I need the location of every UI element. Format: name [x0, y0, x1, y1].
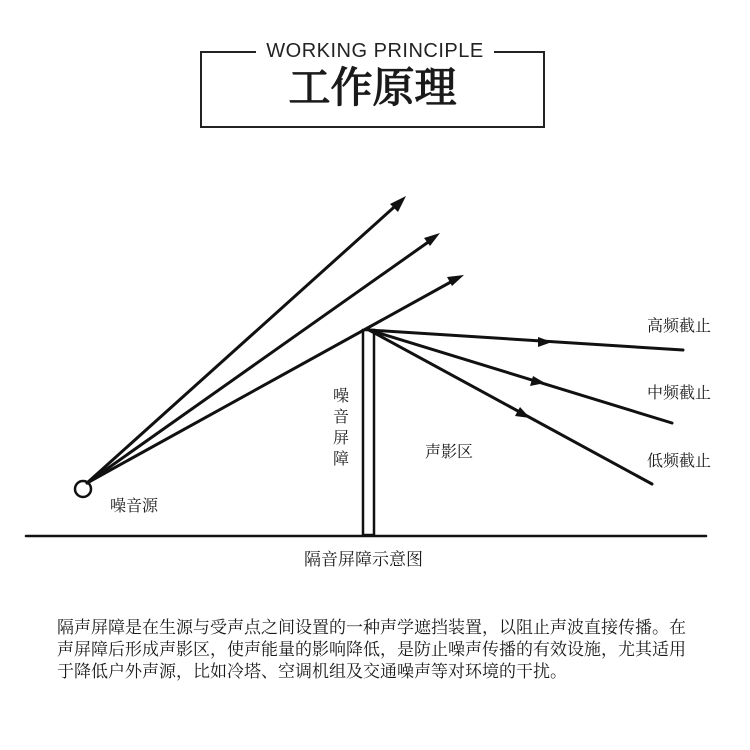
noise-source-label: 噪音源 [110, 496, 159, 515]
barrier-label: 噪音屏障 [332, 386, 349, 468]
ray-direct-upper [87, 200, 402, 483]
arrowhead-high-frequency [538, 337, 552, 347]
noise-barrier-wall [363, 330, 374, 535]
ray-direct-middle [87, 238, 434, 483]
ray-high-frequency [369, 330, 683, 350]
ray-to-barrier [87, 278, 458, 483]
shadow-zone-label: 声影区 [425, 442, 474, 461]
high-frequency-label: 高频截止 [647, 316, 712, 335]
title-chinese: 工作原理 [288, 63, 457, 112]
arrowhead-low-frequency [515, 407, 530, 418]
title-english: WORKING PRINCIPLE [256, 38, 494, 64]
low-frequency-label: 低频截止 [647, 451, 712, 470]
diagram-caption: 隔音屏障示意图 [304, 550, 423, 570]
mid-frequency-label: 中频截止 [647, 383, 712, 402]
ray-low-frequency [369, 330, 652, 484]
description-paragraph: 隔声屏障是在生源与受声点之间设置的一种声学遮挡装置，以阻止声波直接传播。在声屏障后形成声影区，使声能量的影响降低，是防止噪声传播的有效设施，尤其适用于降低户外声源，比如冷塔、空调机组及交通噪声等对环境的干扰。 [57, 618, 686, 682]
